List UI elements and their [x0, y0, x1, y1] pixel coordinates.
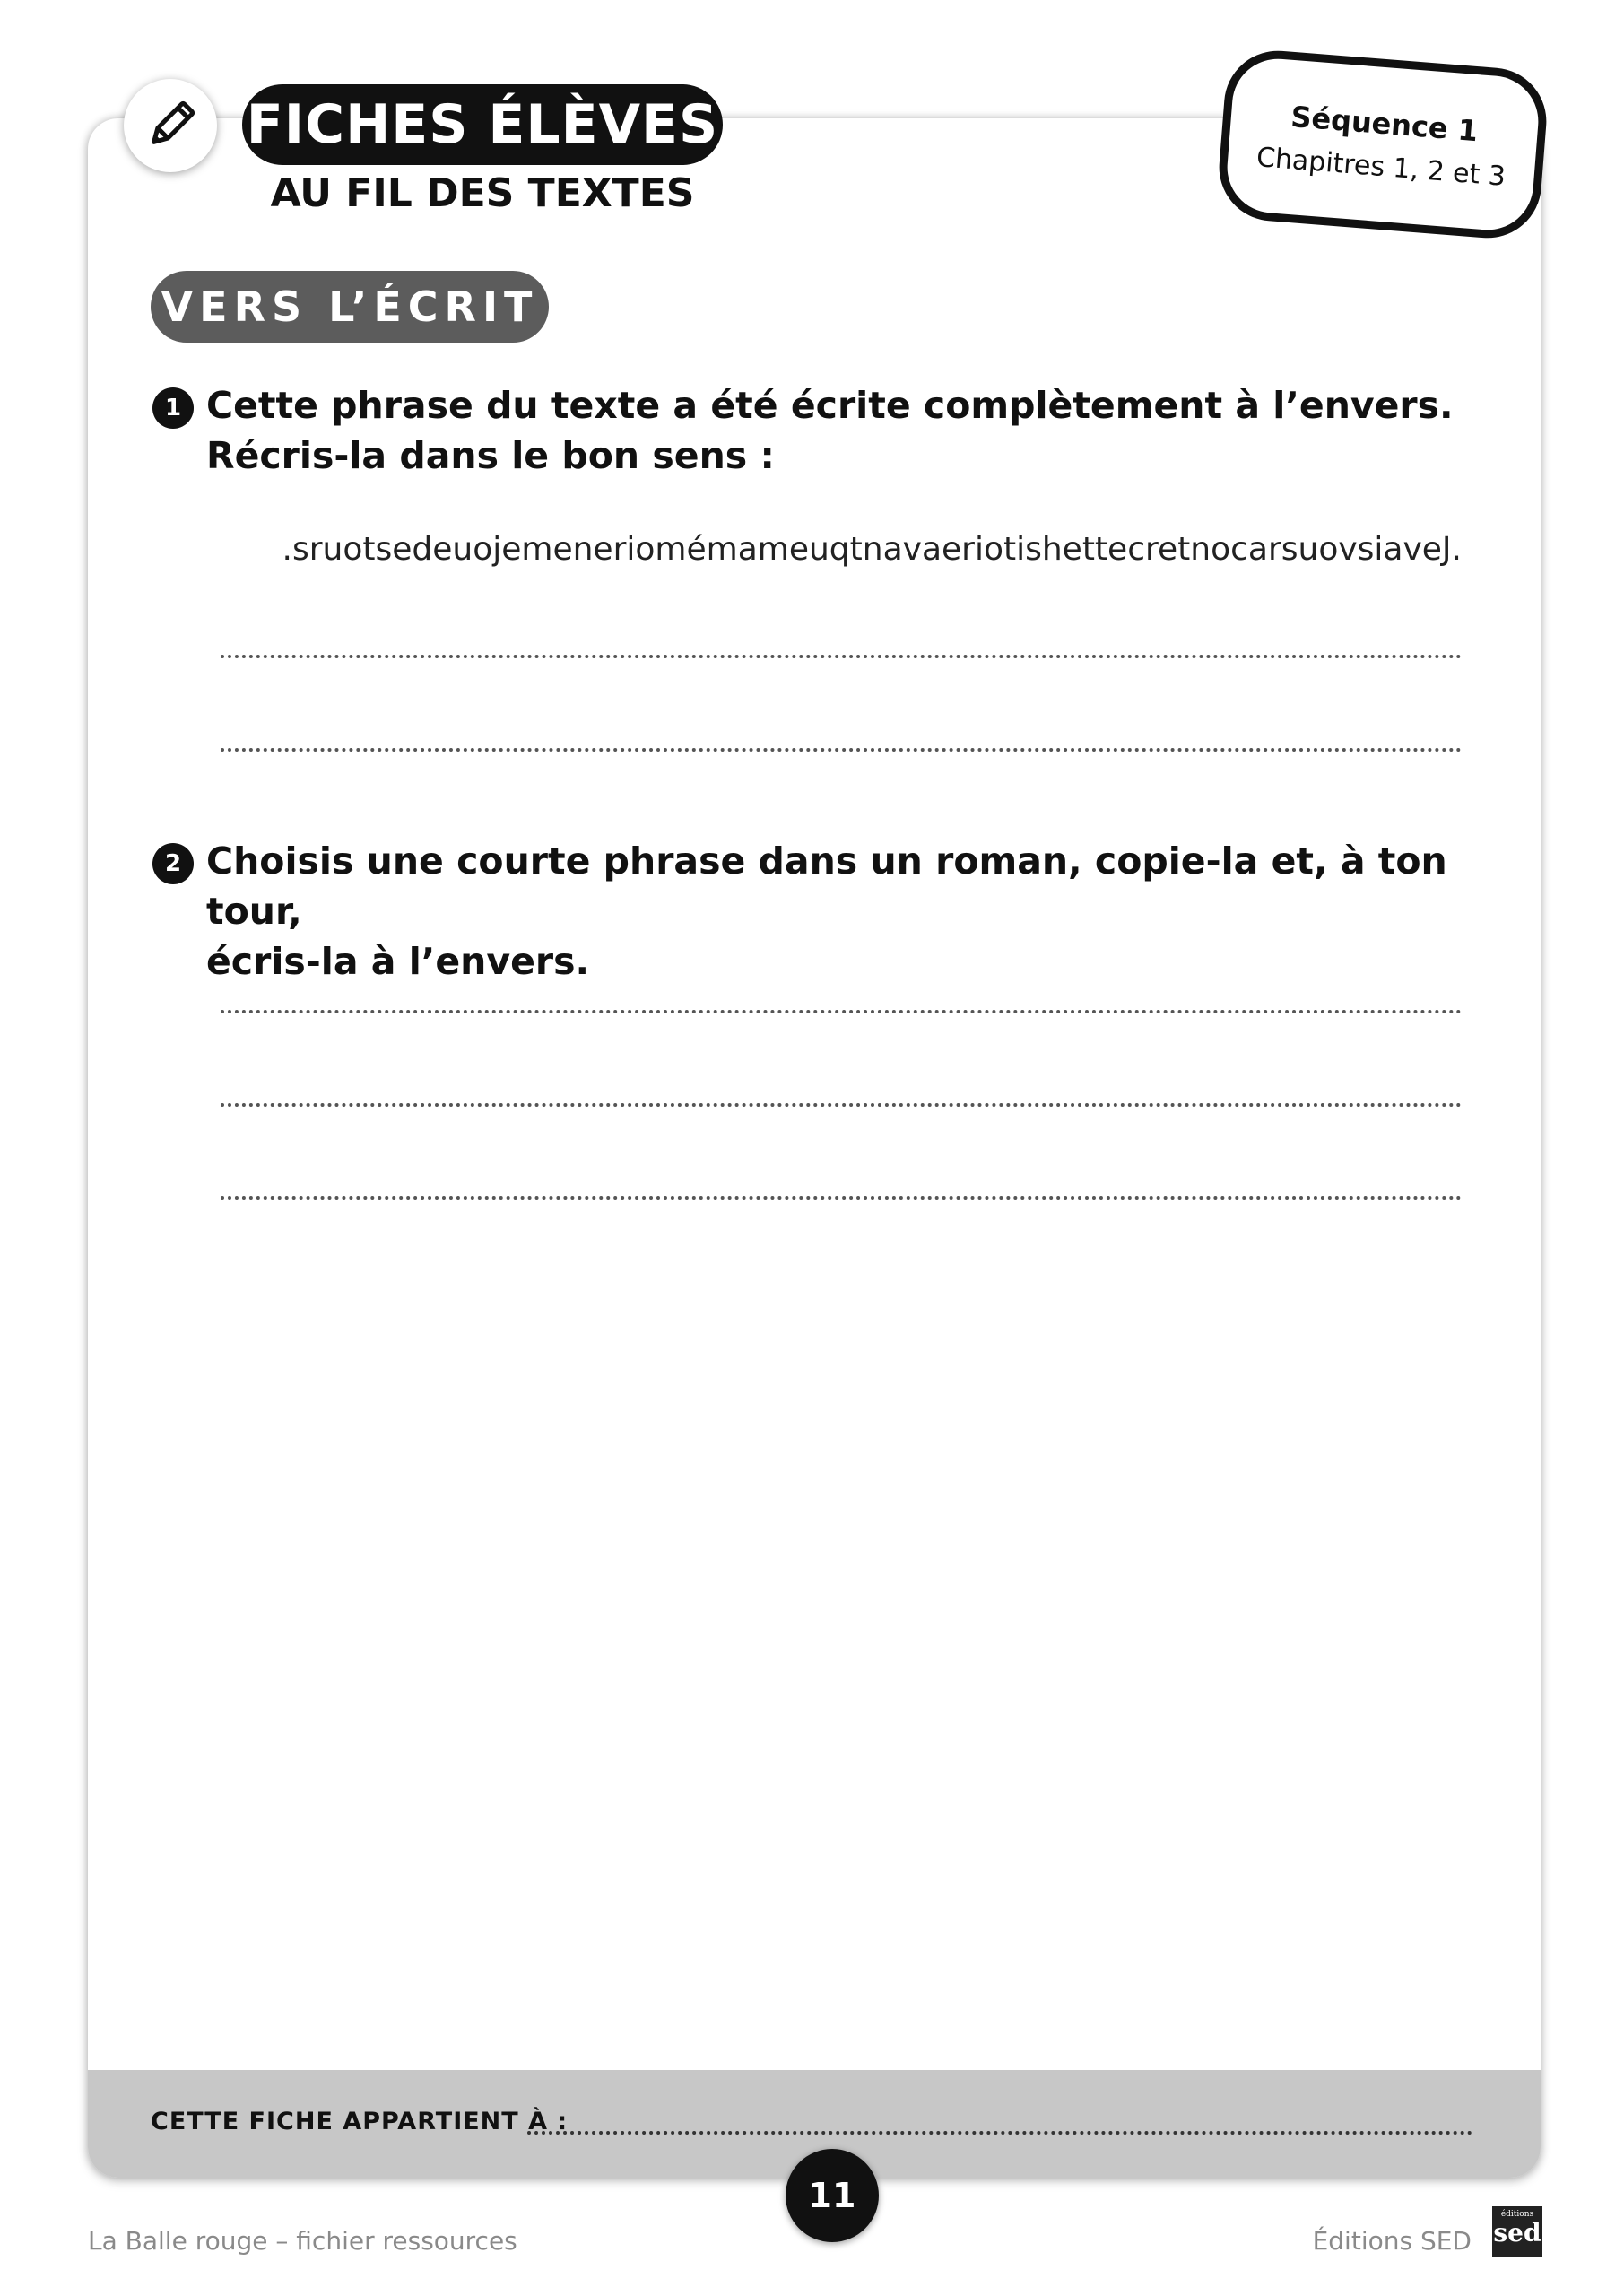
question-2-line-1: Choisis une courte phrase dans un roman, copie-la et, à ton tour,: [206, 839, 1447, 933]
answer-line-2-2[interactable]: [221, 1103, 1462, 1107]
question-2-number: 2: [152, 843, 194, 884]
title-banner: [242, 84, 723, 165]
answer-line-1-2[interactable]: [221, 748, 1462, 752]
answer-line-2-3[interactable]: [221, 1196, 1462, 1200]
question-2-text: [206, 836, 1480, 987]
owner-name-line[interactable]: [527, 2131, 1472, 2135]
sequence-title: Séquence 1: [1290, 99, 1480, 148]
pencil-icon: [142, 97, 199, 154]
question-2-line-2: écris-la à l’envers.: [206, 940, 590, 983]
question-1-text: [206, 380, 1480, 481]
publisher-logo-small: éditions: [1500, 2210, 1534, 2219]
question-1-line-1: Cette phrase du texte a été écrite complètement à l’envers.: [206, 384, 1454, 427]
question-1-number: 1: [152, 387, 194, 429]
answer-line-1-1[interactable]: [221, 655, 1462, 658]
publisher-logo: [1492, 2206, 1542, 2257]
publisher-logo-big: sed: [1493, 2218, 1541, 2248]
sequence-box: [1215, 47, 1550, 242]
reversed-sentence: .sruotsedeuojemeneriomémameuqtnavaeriotishettecretnocarsuovsiaveJ.: [282, 531, 1462, 568]
page-title: FICHES ÉLÈVES: [246, 93, 719, 156]
page-number: 11: [786, 2149, 879, 2242]
owner-label: CETTE FICHE APPARTIENT À :: [151, 2108, 569, 2135]
pencil-badge: [124, 79, 217, 172]
sequence-chapters: Chapitres 1, 2 et 3: [1255, 141, 1507, 193]
section-banner: [151, 271, 549, 343]
question-1-line-2: Récris-la dans le bon sens :: [206, 434, 775, 477]
section-title: VERS L’ÉCRIT: [161, 283, 539, 331]
book-info: La Balle rouge – fichier ressources: [88, 2226, 517, 2256]
publisher-name: Éditions SED: [1312, 2226, 1472, 2256]
answer-line-2-1[interactable]: [221, 1010, 1462, 1013]
page-subtitle: AU FIL DES TEXTES: [270, 170, 695, 216]
